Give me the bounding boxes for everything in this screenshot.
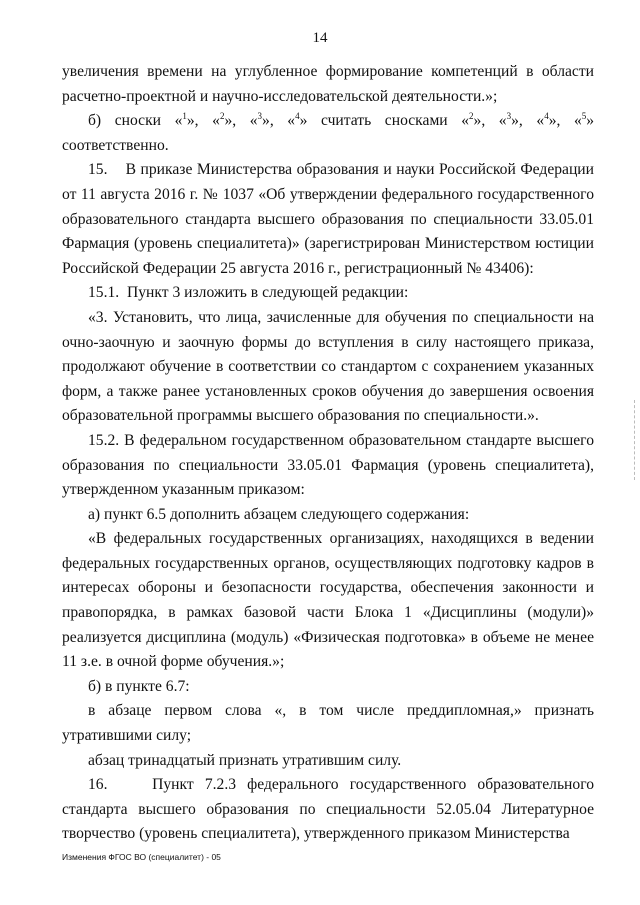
paragraph: 16. Пункт 7.2.3 федерального государственного образовательного стандарта высшего образования по специальности 52.05.04 Литературное творчество (уровень специалитета), утвержденного приказом Министерства	[62, 776, 594, 843]
footnote-ref: 4	[544, 111, 549, 121]
footnote-ref: 3	[257, 111, 263, 121]
paragraph: а) пункт 6.5 дополнить абзацем следующего содержания:	[88, 505, 470, 523]
paragraph: 15.2. В федеральном государственном образовательном стандарте высшего образования по специальности 33.05.01 Фармация (уровень специалитета), утвержденном указанным приказом:	[62, 431, 594, 499]
scan-edge-mark	[634, 400, 636, 480]
paragraph: 15.1. Пункт 3 изложить в следующей редакции:	[88, 284, 409, 302]
footnote-ref: 5	[581, 111, 587, 121]
text-run: » считать сносками «	[299, 112, 470, 130]
footnote-ref: 1	[182, 111, 187, 121]
paragraph: «3. Установить, что лица, зачисленные для обучения по специальности на очно-заочную и заочную формы до вступления в силу настоящего приказа, продолжают обучение в соответствии со стандартом с сохранением указанных форм, а также ранее установленных сроков обучения до завершения освоения образовательной программы высшего образования по специальности.».	[62, 308, 594, 425]
paragraph: «В федеральных государственных организациях, находящихся в ведении федеральных государственных органов, осуществляющих подготовку кадров в интересах обороны и безопасности государства, обеспечения законности и правопорядка, в рамках базовой части Блока 1 «Дисциплины (модули)» реализуется дисциплина (модуль) «Физическая подготовка» в объеме не менее 11 з.е. в очной форме обучения.»;	[62, 530, 594, 671]
paragraph: б) в пункте 6.7:	[88, 677, 190, 695]
document-body	[62, 60, 594, 847]
footer-note: Изменения ФГОС ВО (специалитет) - 05	[62, 852, 221, 862]
footnote-ref: 3	[506, 111, 512, 121]
page-number: 14	[312, 30, 328, 46]
paragraph: в абзаце первом слова «, в том числе преддипломная,» признать утратившими силу;	[62, 702, 594, 745]
paragraph: абзац тринадцатый признать утратившим силу.	[88, 751, 402, 769]
text-run: » соответственно.	[62, 112, 595, 154]
footnote-ref: 2	[469, 111, 474, 121]
paragraph: 15. В приказе Министерства образования и науки Российской Федерации от 11 августа 2016 г. № 1037 «Об утверждении федерального государственного образовательного стандарта высшего образования по специальности 33.05.01 Фармация (уровень специалитета)» (зарегистрирован Министерством юстиции Российской Федерации 25 августа 2016 г., регистрационный № 43406):	[62, 161, 594, 277]
footnote-ref: 2	[219, 111, 225, 121]
paragraph-footnotes: б) сноски «$^1$», «$^2$», «$^3$», «$^4$» считать сносками «$^2$», «$^3$», «$^4$», «$^5$» соответственно.	[62, 111, 595, 154]
text-run: б) сноски «	[88, 112, 183, 130]
footnote-ref: 4	[295, 111, 300, 121]
paragraph: увеличения времени на углубленное формирование компетенций в области расчетно-проектной и научно-исследовательской деятельности.»;	[62, 63, 594, 105]
